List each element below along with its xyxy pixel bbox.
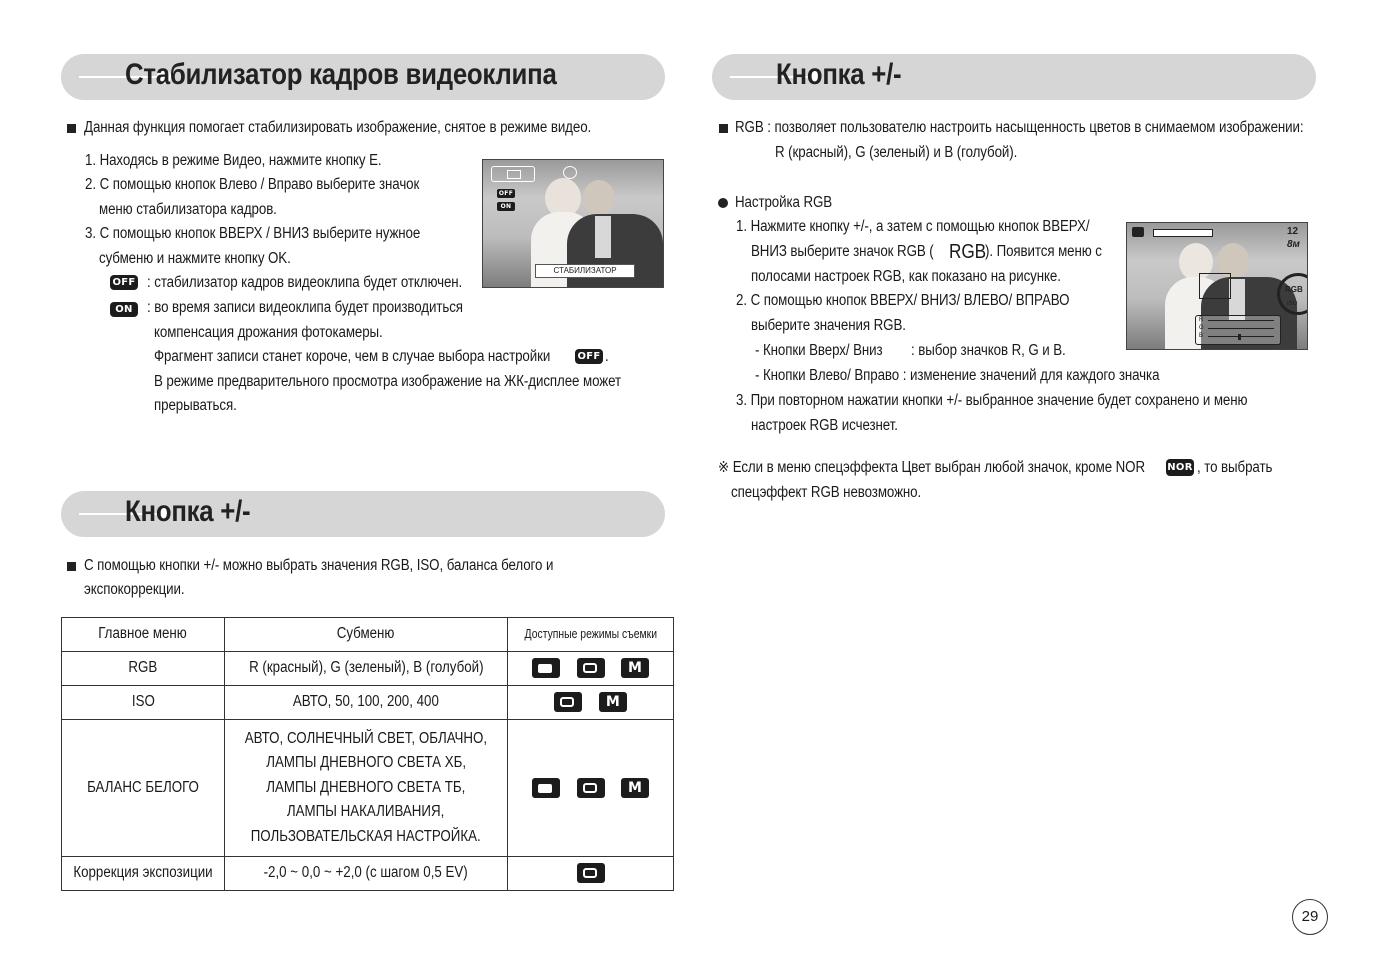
manual-mode-icon: M [599,692,627,712]
section-title: Кнопка +/- [776,58,902,91]
camera-screen-rgb [1126,222,1308,350]
step-1: 1. Находясь в режиме Видео, нажмите кнопку E. [85,152,382,169]
slider-knob-b [1238,334,1241,340]
program-mode-icon [577,658,605,678]
row-menu: RGB [128,659,158,677]
manual-mode-icon: M [621,778,649,798]
screen-on-icon: ON [497,202,515,211]
image-size: 8м [1287,239,1300,250]
row-submenu: -2,0 ~ 0,0 ~ +2,0 (с шагом 0,5 EV) [263,864,468,882]
rgb-step-2-cont: выберите значения RGB. [751,317,906,334]
slider-label-r: R [1199,317,1204,323]
table-header-row [62,618,674,652]
off-description: : стабилизатор кадров видеоклипа будет отключен. [147,274,463,291]
row-menu: Коррекция экспозиции [73,864,213,882]
header-main-menu: Главное меню [98,625,188,643]
on-description-period: . [605,348,609,365]
focus-frame [1199,273,1231,299]
on-description-2: компенсация дрожания фотокамеры. [154,324,383,341]
groom-shirt [595,216,611,258]
section2-intro-1: С помощью кнопки +/- можно выбрать значения RGB, ISO, баланса белого и [84,557,554,574]
rgb-slider-panel [1195,315,1281,345]
screen-label: СТАБИЛИЗАТОР [535,264,635,278]
square-bullet-icon [719,124,728,133]
section-banner-stabilizer [61,54,665,100]
rgb-step-3: 3. При повторном нажатии кнопки +/- выбранное значение будет сохранено и меню [736,392,1248,409]
stabilizer-menu-icon [491,166,535,182]
rgb-step-2: 2. С помощью кнопок ВВЕРХ/ ВНИЗ/ ВЛЕВО/ ВПРАВО [736,292,1070,309]
step-3-cont: субменю и нажмите кнопку OK. [99,250,291,267]
row-menu: БАЛАНС БЕЛОГО [87,778,199,796]
round-bullet-icon [718,198,728,208]
program-mode-icon [554,692,582,712]
rgb-menu-icon: RGB [1285,285,1303,294]
intro-text: Данная функция помогает стабилизировать изображение, снятое в режиме видео. [84,119,592,136]
row-submenu-line: ЛАМПЫ ДНЕВНОГО СВЕТА ХБ, [265,754,466,772]
step-2: 2. С помощью кнопок Влево / Вправо выберите значок [85,176,420,193]
camera-screen-stabilizer [482,159,664,288]
off-badge: OFF [110,275,138,290]
zoom-bar [1153,229,1213,237]
rgb-description-1: RGB : позволяет пользователю настроить насыщенность цветов в снимаемом изображении: [735,119,1304,136]
page-number: 29 [1292,899,1328,935]
row-submenu-line: АВТО, СОЛНЕЧНЫЙ СВЕТ, ОБЛАЧНО, [244,729,488,747]
rgb-keys-updown: - Кнопки Вверх/ Вниз [755,342,883,359]
program-mode-icon [577,778,605,798]
on-description-4: В режиме предварительного просмотра изображение на ЖК-дисплее может [154,373,622,390]
section-banner-plusminus [61,491,665,537]
manual-mode-icon: M [621,658,649,678]
section-title: Кнопка +/- [125,495,251,528]
on-badge: ON [110,302,138,317]
on-description-3: Фрагмент записи станет короче, чем в случае выбора настройки [154,348,551,365]
row-submenu-line: ПОЛЬЗОВАТЕЛЬСКАЯ НАСТРОЙКА. [250,827,481,845]
shot-count: 12 [1287,226,1299,237]
rgb-step-1: 1. Нажмите кнопку +/-, а затем с помощью кнопок ВВЕРХ/ [736,218,1090,235]
row-menu: ISO [131,693,155,711]
section2-intro-2: экспокоррекции. [84,581,185,598]
rgb-step-1-cont3: полосами настроек RGB, как показано на рисунке. [751,268,1061,285]
section-title: Стабилизатор кадров видеоклипа [125,58,557,91]
rgb-keys-leftright: - Кнопки Влево/ Вправо : изменение значений для каждого значка [755,367,1160,384]
rgb-inline-icon: RGB [949,241,987,263]
rgb-keys-updown-desc: : выбор значков R, G и B. [911,342,1066,359]
row-submenu: R (красный), G (зеленый), B (голубой) [248,659,484,677]
movie-mode-icon [532,658,560,678]
table-row [62,720,674,857]
note-text-3: спецэффект RGB невозможно. [731,484,922,501]
camera-mode-icon [1132,227,1144,237]
row-submenu: АВТО, 50, 100, 200, 400 [292,693,439,711]
note-text-2: , то выбрать [1197,459,1273,476]
on-description-1: : во время записи видеоклипа будет производиться [147,299,463,316]
settings-table [61,617,674,891]
slider-track-b [1208,336,1274,337]
effect-icon [563,166,577,179]
table-row [62,857,674,891]
rgb-setup-title: Настройка RGB [735,194,833,211]
rgb-description-2: R (красный), G (зеленый) и B (голубой). [775,144,1018,161]
off-badge-inline: OFF [575,349,603,364]
slider-track-r [1208,320,1274,321]
rgb-step-1-cont2: ). Появится меню с [985,243,1102,260]
slider-track-g [1208,328,1274,329]
screen-off-icon: OFF [498,190,514,197]
nor-badge: NOR [1166,459,1194,476]
groom-face [583,180,615,216]
square-bullet-icon [67,124,76,133]
row-submenu-line: ЛАМПЫ НАКАЛИВАНИЯ, [287,803,445,821]
slider-label-g: G [1199,325,1204,331]
rgb-step-1-cont: ВНИЗ выберите значок RGB ( [751,243,934,260]
movie-mode-icon [532,778,560,798]
table-row [62,686,674,720]
rgb-step-3-cont: настроек RGB исчезнет. [751,417,898,434]
iso-menu-icon: ISO [1287,301,1298,307]
slider-label-b: B [1199,333,1204,339]
note-text-1: ※ Если в меню спецэффекта Цвет выбран любой значок, кроме NOR [718,459,1146,476]
header-modes: Доступные режимы съемки [524,626,657,642]
square-bullet-icon [67,562,76,571]
program-mode-icon [577,863,605,883]
header-submenu: Субменю [337,625,395,643]
step-2-cont: меню стабилизатора кадров. [99,201,277,218]
row-submenu-line: ЛАМПЫ ДНЕВНОГО СВЕТА ТБ, [266,778,466,796]
on-description-5: прерываться. [154,397,237,414]
section-banner-plusminus-right [712,54,1316,100]
table-row [62,652,674,686]
step-3: 3. С помощью кнопок ВВЕРХ / ВНИЗ выберите нужное [85,225,421,242]
